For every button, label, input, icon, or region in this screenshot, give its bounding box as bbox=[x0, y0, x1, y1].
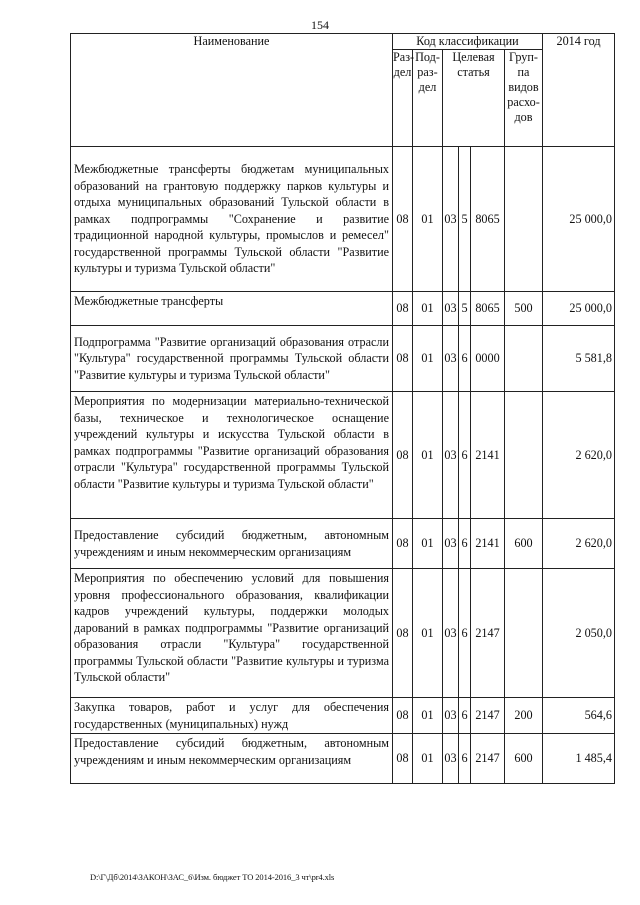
row-target-1: 03 bbox=[443, 292, 459, 326]
row-section: 08 bbox=[393, 292, 413, 326]
header-expense-group: Груп-па видов расхо-дов bbox=[505, 50, 543, 147]
row-subsection: 01 bbox=[413, 734, 443, 784]
budget-table bbox=[70, 33, 615, 784]
table-row bbox=[71, 392, 615, 519]
table-row bbox=[71, 147, 615, 292]
row-target-2: 6 bbox=[459, 698, 471, 734]
row-amount: 25 000,0 bbox=[543, 292, 615, 326]
file-path-footer: D:\Г\Дб\2014\ЗАКОН\ЗАС_6\Изм. бюджет ТО 2014-2016_3 чт\pr4.xls bbox=[90, 872, 335, 882]
page-number: 154 bbox=[311, 18, 329, 32]
row-target-3: 2147 bbox=[471, 734, 505, 784]
row-target-1: 03 bbox=[443, 698, 459, 734]
row-amount: 2 620,0 bbox=[543, 392, 615, 519]
table-row bbox=[71, 734, 615, 784]
table-row bbox=[71, 519, 615, 569]
row-group: 200 bbox=[505, 698, 543, 734]
row-subsection: 01 bbox=[413, 147, 443, 292]
header-name: Наименование bbox=[71, 34, 393, 147]
row-subsection: 01 bbox=[413, 569, 443, 698]
table-row bbox=[71, 569, 615, 698]
row-section: 08 bbox=[393, 392, 413, 519]
row-subsection: 01 bbox=[413, 698, 443, 734]
row-subsection: 01 bbox=[413, 326, 443, 392]
row-name: Межбюджетные трансферты бюджетам муниципальных образований на грантовую поддержку парков культуры и отдыха муниципальных образований Тульской области в рамках подпрограммы "Сохранение и развитие традиционной народной культуры, промыслов и ремесел" государственной программы Тульской области "Развитие культуры и туризма Тульской области" bbox=[71, 147, 393, 292]
row-section: 08 bbox=[393, 326, 413, 392]
row-target-3: 2141 bbox=[471, 519, 505, 569]
row-name: Подпрограмма "Развитие организаций образования отрасли "Культура" государственной программы Тульской области "Развитие культуры и туризма Тульской области" bbox=[71, 326, 393, 392]
header-classification: Код классификации bbox=[393, 34, 543, 50]
row-target-3: 2141 bbox=[471, 392, 505, 519]
row-target-2: 6 bbox=[459, 392, 471, 519]
row-subsection: 01 bbox=[413, 392, 443, 519]
row-name: Мероприятия по модернизации материально-технической базы, техническое и технологическое оснащение учреждений культуры и искусства Тульской области в рамках подпрограммы "Развитие организаций образования отрасли "Культура" государственной программы Тульской области "Развитие культуры и туризма Тульской области" bbox=[71, 392, 393, 519]
row-target-3: 0000 bbox=[471, 326, 505, 392]
row-target-2: 6 bbox=[459, 519, 471, 569]
row-target-2: 5 bbox=[459, 147, 471, 292]
row-amount: 25 000,0 bbox=[543, 147, 615, 292]
table-row bbox=[71, 292, 615, 326]
row-group bbox=[505, 326, 543, 392]
row-section: 08 bbox=[393, 519, 413, 569]
row-subsection: 01 bbox=[413, 292, 443, 326]
row-amount: 5 581,8 bbox=[543, 326, 615, 392]
row-amount: 2 620,0 bbox=[543, 519, 615, 569]
row-target-1: 03 bbox=[443, 147, 459, 292]
row-section: 08 bbox=[393, 734, 413, 784]
row-target-3: 2147 bbox=[471, 569, 505, 698]
row-name: Межбюджетные трансферты bbox=[71, 292, 393, 326]
row-group bbox=[505, 569, 543, 698]
row-subsection: 01 bbox=[413, 519, 443, 569]
row-target-2: 6 bbox=[459, 326, 471, 392]
row-target-1: 03 bbox=[443, 734, 459, 784]
row-target-3: 8065 bbox=[471, 147, 505, 292]
row-target-3: 2147 bbox=[471, 698, 505, 734]
row-target-1: 03 bbox=[443, 392, 459, 519]
row-name: Предоставление субсидий бюджетным, автономным учреждениям и иным некоммерческим организациям bbox=[71, 519, 393, 569]
table-row bbox=[71, 698, 615, 734]
row-target-1: 03 bbox=[443, 326, 459, 392]
row-target-3: 8065 bbox=[471, 292, 505, 326]
row-amount: 1 485,4 bbox=[543, 734, 615, 784]
row-group: 600 bbox=[505, 519, 543, 569]
row-amount: 2 050,0 bbox=[543, 569, 615, 698]
row-section: 08 bbox=[393, 569, 413, 698]
row-target-2: 5 bbox=[459, 292, 471, 326]
row-target-1: 03 bbox=[443, 569, 459, 698]
row-section: 08 bbox=[393, 698, 413, 734]
row-amount: 564,6 bbox=[543, 698, 615, 734]
row-name: Мероприятия по обеспечению условий для повышения уровня профессионального образования, квалификации кадров учреждений культуры, поддержки молодых дарований в рамках подпрограммы "Развитие организаций образования отрасли "Культура" государственной программы Тульской области "Развитие культуры и туризма Тульской области" bbox=[71, 569, 393, 698]
row-target-2: 6 bbox=[459, 734, 471, 784]
table-row bbox=[71, 326, 615, 392]
header-year: 2014 год bbox=[543, 34, 615, 147]
row-target-1: 03 bbox=[443, 519, 459, 569]
row-group bbox=[505, 392, 543, 519]
header-target-item: Целевая статья bbox=[443, 50, 505, 147]
row-group bbox=[505, 147, 543, 292]
table-body bbox=[71, 147, 615, 784]
header-section: Раз-дел bbox=[393, 50, 413, 147]
row-name: Предоставление субсидий бюджетным, автономным учреждениям и иным некоммерческим организациям bbox=[71, 734, 393, 784]
row-group: 600 bbox=[505, 734, 543, 784]
header-subsection: Под-раз-дел bbox=[413, 50, 443, 147]
row-section: 08 bbox=[393, 147, 413, 292]
row-name: Закупка товаров, работ и услуг для обеспечения государственных (муниципальных) нужд bbox=[71, 698, 393, 734]
row-group: 500 bbox=[505, 292, 543, 326]
row-target-2: 6 bbox=[459, 569, 471, 698]
